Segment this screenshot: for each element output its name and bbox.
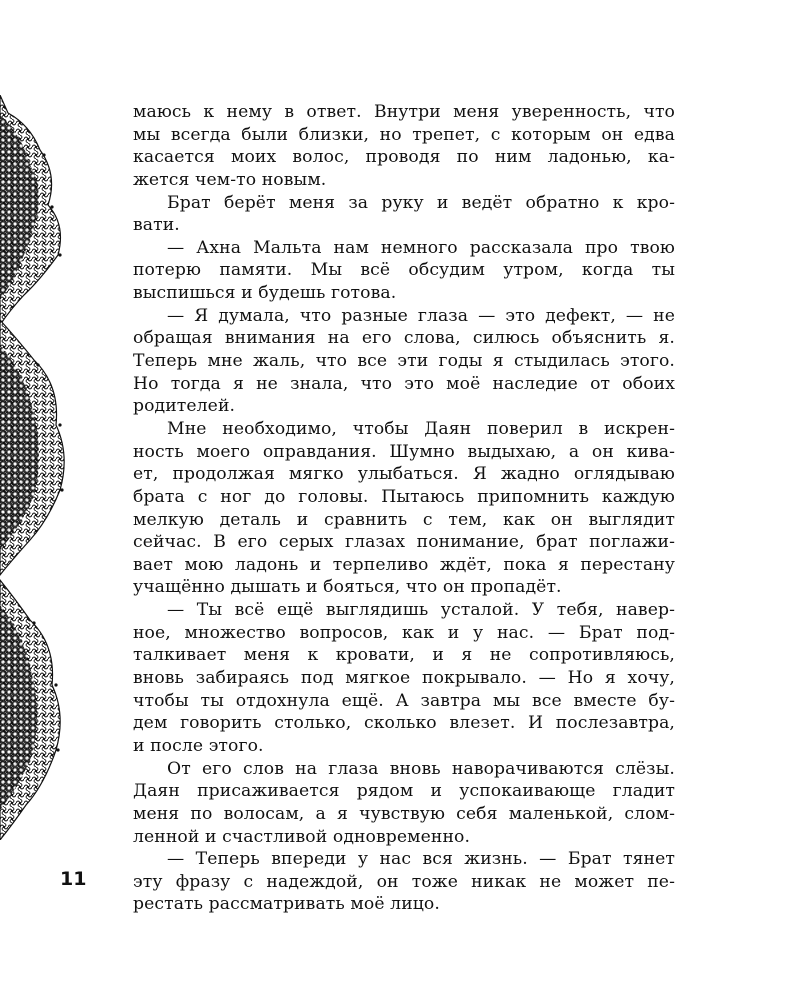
text-line: — Ахна Мальта нам немного рассказала про твою: [167, 237, 675, 258]
text-line: Мне необходимо, чтобы Даян поверил в искрен-: [167, 418, 675, 439]
text-line: и после этого.: [133, 735, 264, 756]
text-line: вновь забираясь под мягкое покрывало. — Но я хочу,: [133, 668, 675, 689]
text-line: мелкую деталь и сравнить с тем, как он выглядит: [133, 509, 675, 530]
text-line: — Ты всё ещё выглядишь усталой. У тебя, навер-: [167, 600, 675, 621]
text-line: рестать рассматривать моё лицо.: [133, 894, 440, 915]
text-line: обращая внимания на его слова, силюсь объяснить я.: [133, 328, 675, 349]
text-line: жется чем-то новым.: [133, 169, 327, 190]
page-number: 11: [60, 868, 87, 890]
text-line: Брат берёт меня за руку и ведёт обратно к кро-: [167, 192, 675, 213]
text-line: касается моих волос, проводя по ним ладонью, ка-: [133, 147, 675, 168]
text-line: Даян присаживается рядом и успокаивающе гладит: [133, 781, 675, 802]
text-line: ное, множество вопросов, как и у нас. — Брат под-: [133, 622, 675, 643]
text-line: Теперь мне жаль, что все эти годы я стыдилась этого.: [133, 351, 675, 372]
text-line: мы всегда были близки, но трепет, с которым он едва: [133, 124, 675, 145]
text-line: вает мою ладонь и терпеливо ждёт, пока я перестану: [133, 554, 675, 575]
text-line: родителей.: [133, 396, 236, 417]
text-line: маюсь к нему в ответ. Внутри меня уверенность, что: [133, 102, 675, 122]
body-text: [133, 101, 675, 916]
ornament-border: [0, 95, 72, 840]
text-line: чтобы ты отдохнула ещё. А завтра мы все вместе бу-: [133, 690, 675, 711]
text-line: талкивает меня к кровати, и я не сопротивляюсь,: [133, 645, 675, 666]
text-line: учащённо дышать и бояться, что он пропадёт.: [133, 577, 562, 598]
text-line: — Я думала, что разные глаза — это дефект, — не: [167, 305, 675, 326]
text-line: ет, продолжая мягко улыбаться. Я жадно оглядываю: [133, 464, 675, 485]
text-line: эту фразу с надеждой, он тоже никак не может пе-: [133, 871, 675, 892]
text-line: брата с ног до головы. Пытаюсь припомнить каждую: [133, 486, 675, 507]
text-line: вати.: [133, 215, 180, 236]
text-line: Но тогда я не знала, что это моё наследие от обоих: [133, 373, 675, 394]
text-line: ленной и счастливой одновременно.: [133, 826, 471, 847]
text-line: выспишься и будешь готова.: [133, 283, 397, 304]
text-line: сейчас. В его серых глазах понимание, брат поглажи-: [133, 532, 675, 553]
text-line: От его слов на глаза вновь наворачиваются слёзы.: [167, 758, 675, 779]
text-line: меня по волосам, а я чувствую себя маленькой, слом-: [133, 803, 675, 824]
text-line: дем говорить столько, сколько влезет. И послезавтра,: [133, 713, 675, 734]
text-line: потерю памяти. Мы всё обсудим утром, когда ты: [133, 260, 675, 281]
text-line: ность моего оправдания. Шумно выдыхаю, а он кива-: [133, 441, 675, 462]
text-line: — Теперь впереди у нас вся жизнь. — Брат тянет: [167, 849, 675, 870]
